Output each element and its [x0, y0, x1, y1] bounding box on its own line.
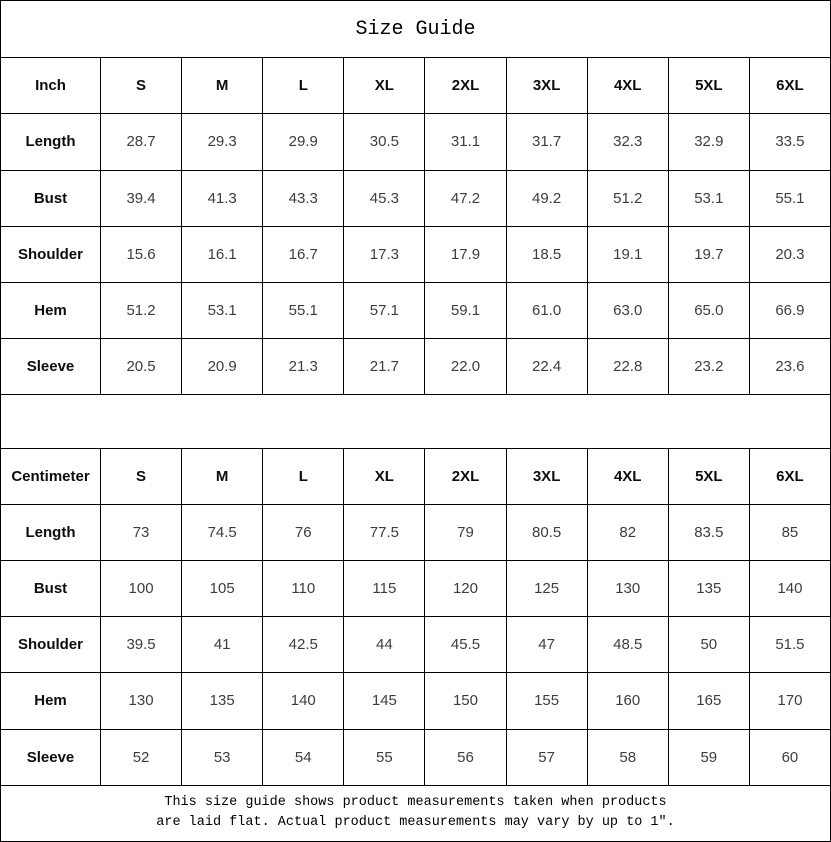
measurement-value-cell: 21.3 — [263, 339, 344, 395]
measurement-value-cell: 16.1 — [182, 226, 263, 282]
measurement-row — [1, 729, 831, 785]
measurement-value-cell: 79 — [425, 504, 506, 560]
size-header-cell: S — [101, 448, 182, 504]
measurement-value-cell: 15.6 — [101, 226, 182, 282]
measurement-value-cell: 23.6 — [749, 339, 830, 395]
measurement-value-cell: 22.4 — [506, 339, 587, 395]
footer-note-line-2: are laid flat. Actual product measurements may vary by up to 1″. — [156, 815, 675, 831]
measurement-value-cell: 53.1 — [668, 170, 749, 226]
size-header-cell: 2XL — [425, 58, 506, 114]
measurement-value-cell: 58 — [587, 729, 668, 785]
measurement-value-cell: 82 — [587, 504, 668, 560]
size-header-cell: S — [101, 58, 182, 114]
measurement-value-cell: 52 — [101, 729, 182, 785]
measurement-value-cell: 32.3 — [587, 114, 668, 170]
row-label-cell: Hem — [1, 673, 101, 729]
measurement-value-cell: 80.5 — [506, 504, 587, 560]
measurement-value-cell: 20.5 — [101, 339, 182, 395]
measurement-value-cell: 29.9 — [263, 114, 344, 170]
size-header-cell: 2XL — [425, 448, 506, 504]
measurement-value-cell: 49.2 — [506, 170, 587, 226]
title-row — [1, 1, 831, 58]
gap-row — [1, 395, 831, 448]
footer-note-line-1: This size guide shows product measurements taken when products — [164, 795, 667, 811]
measurement-value-cell: 140 — [749, 560, 830, 616]
inch-table-body — [1, 58, 831, 395]
measurement-row — [1, 282, 831, 338]
measurement-value-cell: 55.1 — [749, 170, 830, 226]
measurement-value-cell: 140 — [263, 673, 344, 729]
measurement-value-cell: 54 — [263, 729, 344, 785]
measurement-value-cell: 29.3 — [182, 114, 263, 170]
measurement-value-cell: 120 — [425, 560, 506, 616]
measurement-value-cell: 53 — [182, 729, 263, 785]
measurement-value-cell: 45.3 — [344, 170, 425, 226]
measurement-value-cell: 28.7 — [101, 114, 182, 170]
measurement-value-cell: 74.5 — [182, 504, 263, 560]
measurement-value-cell: 30.5 — [344, 114, 425, 170]
measurement-value-cell: 41 — [182, 617, 263, 673]
measurement-value-cell: 150 — [425, 673, 506, 729]
measurement-value-cell: 47 — [506, 617, 587, 673]
measurement-value-cell: 59.1 — [425, 282, 506, 338]
measurement-value-cell: 20.3 — [749, 226, 830, 282]
measurement-value-cell: 42.5 — [263, 617, 344, 673]
row-label-cell: Hem — [1, 282, 101, 338]
size-header-cell: 5XL — [668, 58, 749, 114]
unit-header-cell: Centimeter — [1, 448, 101, 504]
centimeter-table-body — [1, 448, 831, 785]
measurement-value-cell: 115 — [344, 560, 425, 616]
measurement-value-cell: 32.9 — [668, 114, 749, 170]
measurement-value-cell: 125 — [506, 560, 587, 616]
size-header-cell: 4XL — [587, 448, 668, 504]
measurement-value-cell: 51.2 — [101, 282, 182, 338]
table-spacer — [1, 395, 831, 448]
measurement-value-cell: 22.8 — [587, 339, 668, 395]
measurement-value-cell: 19.7 — [668, 226, 749, 282]
measurement-value-cell: 60 — [749, 729, 830, 785]
size-header-row — [1, 448, 831, 504]
measurement-value-cell: 59 — [668, 729, 749, 785]
row-label-cell: Length — [1, 504, 101, 560]
measurement-value-cell: 53.1 — [182, 282, 263, 338]
measurement-value-cell: 21.7 — [344, 339, 425, 395]
measurement-value-cell: 31.1 — [425, 114, 506, 170]
size-header-cell: 5XL — [668, 448, 749, 504]
size-header-row — [1, 58, 831, 114]
measurement-value-cell: 17.9 — [425, 226, 506, 282]
footer-note — [1, 785, 831, 841]
measurement-value-cell: 57.1 — [344, 282, 425, 338]
row-label-cell: Shoulder — [1, 226, 101, 282]
measurement-value-cell: 33.5 — [749, 114, 830, 170]
footer-section — [1, 785, 831, 841]
size-header-cell: M — [182, 58, 263, 114]
measurement-value-cell: 20.9 — [182, 339, 263, 395]
measurement-value-cell: 39.4 — [101, 170, 182, 226]
measurement-value-cell: 22.0 — [425, 339, 506, 395]
footer-row — [1, 785, 831, 841]
measurement-value-cell: 85 — [749, 504, 830, 560]
row-label-cell: Sleeve — [1, 339, 101, 395]
size-header-cell: XL — [344, 448, 425, 504]
measurement-value-cell: 130 — [101, 673, 182, 729]
size-header-cell: XL — [344, 58, 425, 114]
page-title: Size Guide — [1, 1, 831, 58]
unit-header-cell: Inch — [1, 58, 101, 114]
size-header-cell: 6XL — [749, 448, 830, 504]
measurement-value-cell: 51.5 — [749, 617, 830, 673]
measurement-value-cell: 51.2 — [587, 170, 668, 226]
measurement-value-cell: 23.2 — [668, 339, 749, 395]
measurement-value-cell: 170 — [749, 673, 830, 729]
measurement-value-cell: 73 — [101, 504, 182, 560]
measurement-value-cell: 16.7 — [263, 226, 344, 282]
measurement-value-cell: 50 — [668, 617, 749, 673]
measurement-value-cell: 39.5 — [101, 617, 182, 673]
measurement-value-cell: 41.3 — [182, 170, 263, 226]
measurement-value-cell: 65.0 — [668, 282, 749, 338]
measurement-value-cell: 63.0 — [587, 282, 668, 338]
measurement-value-cell: 160 — [587, 673, 668, 729]
size-header-cell: 4XL — [587, 58, 668, 114]
measurement-value-cell: 57 — [506, 729, 587, 785]
measurement-value-cell: 61.0 — [506, 282, 587, 338]
measurement-value-cell: 145 — [344, 673, 425, 729]
size-header-cell: M — [182, 448, 263, 504]
measurement-value-cell: 110 — [263, 560, 344, 616]
row-label-cell: Sleeve — [1, 729, 101, 785]
row-label-cell: Shoulder — [1, 617, 101, 673]
measurement-value-cell: 55.1 — [263, 282, 344, 338]
measurement-value-cell: 19.1 — [587, 226, 668, 282]
measurement-value-cell: 83.5 — [668, 504, 749, 560]
measurement-value-cell: 48.5 — [587, 617, 668, 673]
measurement-value-cell: 76 — [263, 504, 344, 560]
measurement-value-cell: 47.2 — [425, 170, 506, 226]
measurement-value-cell: 43.3 — [263, 170, 344, 226]
measurement-row — [1, 170, 831, 226]
measurement-value-cell: 135 — [668, 560, 749, 616]
measurement-value-cell: 165 — [668, 673, 749, 729]
measurement-row — [1, 226, 831, 282]
measurement-value-cell: 105 — [182, 560, 263, 616]
measurement-value-cell: 56 — [425, 729, 506, 785]
size-header-cell: 3XL — [506, 58, 587, 114]
size-header-cell: 3XL — [506, 448, 587, 504]
row-label-cell: Bust — [1, 170, 101, 226]
measurement-value-cell: 31.7 — [506, 114, 587, 170]
measurement-value-cell: 18.5 — [506, 226, 587, 282]
measurement-value-cell: 135 — [182, 673, 263, 729]
measurement-row — [1, 339, 831, 395]
measurement-value-cell: 17.3 — [344, 226, 425, 282]
measurement-value-cell: 55 — [344, 729, 425, 785]
measurement-row — [1, 617, 831, 673]
row-label-cell: Bust — [1, 560, 101, 616]
measurement-value-cell: 44 — [344, 617, 425, 673]
size-header-cell: L — [263, 58, 344, 114]
measurement-row — [1, 504, 831, 560]
measurement-row — [1, 560, 831, 616]
measurement-value-cell: 155 — [506, 673, 587, 729]
measurement-row — [1, 673, 831, 729]
measurement-row — [1, 114, 831, 170]
measurement-value-cell: 45.5 — [425, 617, 506, 673]
title-section — [1, 1, 831, 58]
gap-section — [1, 395, 831, 448]
measurement-value-cell: 77.5 — [344, 504, 425, 560]
size-header-cell: 6XL — [749, 58, 830, 114]
measurement-value-cell: 100 — [101, 560, 182, 616]
measurement-value-cell: 66.9 — [749, 282, 830, 338]
row-label-cell: Length — [1, 114, 101, 170]
size-header-cell: L — [263, 448, 344, 504]
measurement-value-cell: 130 — [587, 560, 668, 616]
